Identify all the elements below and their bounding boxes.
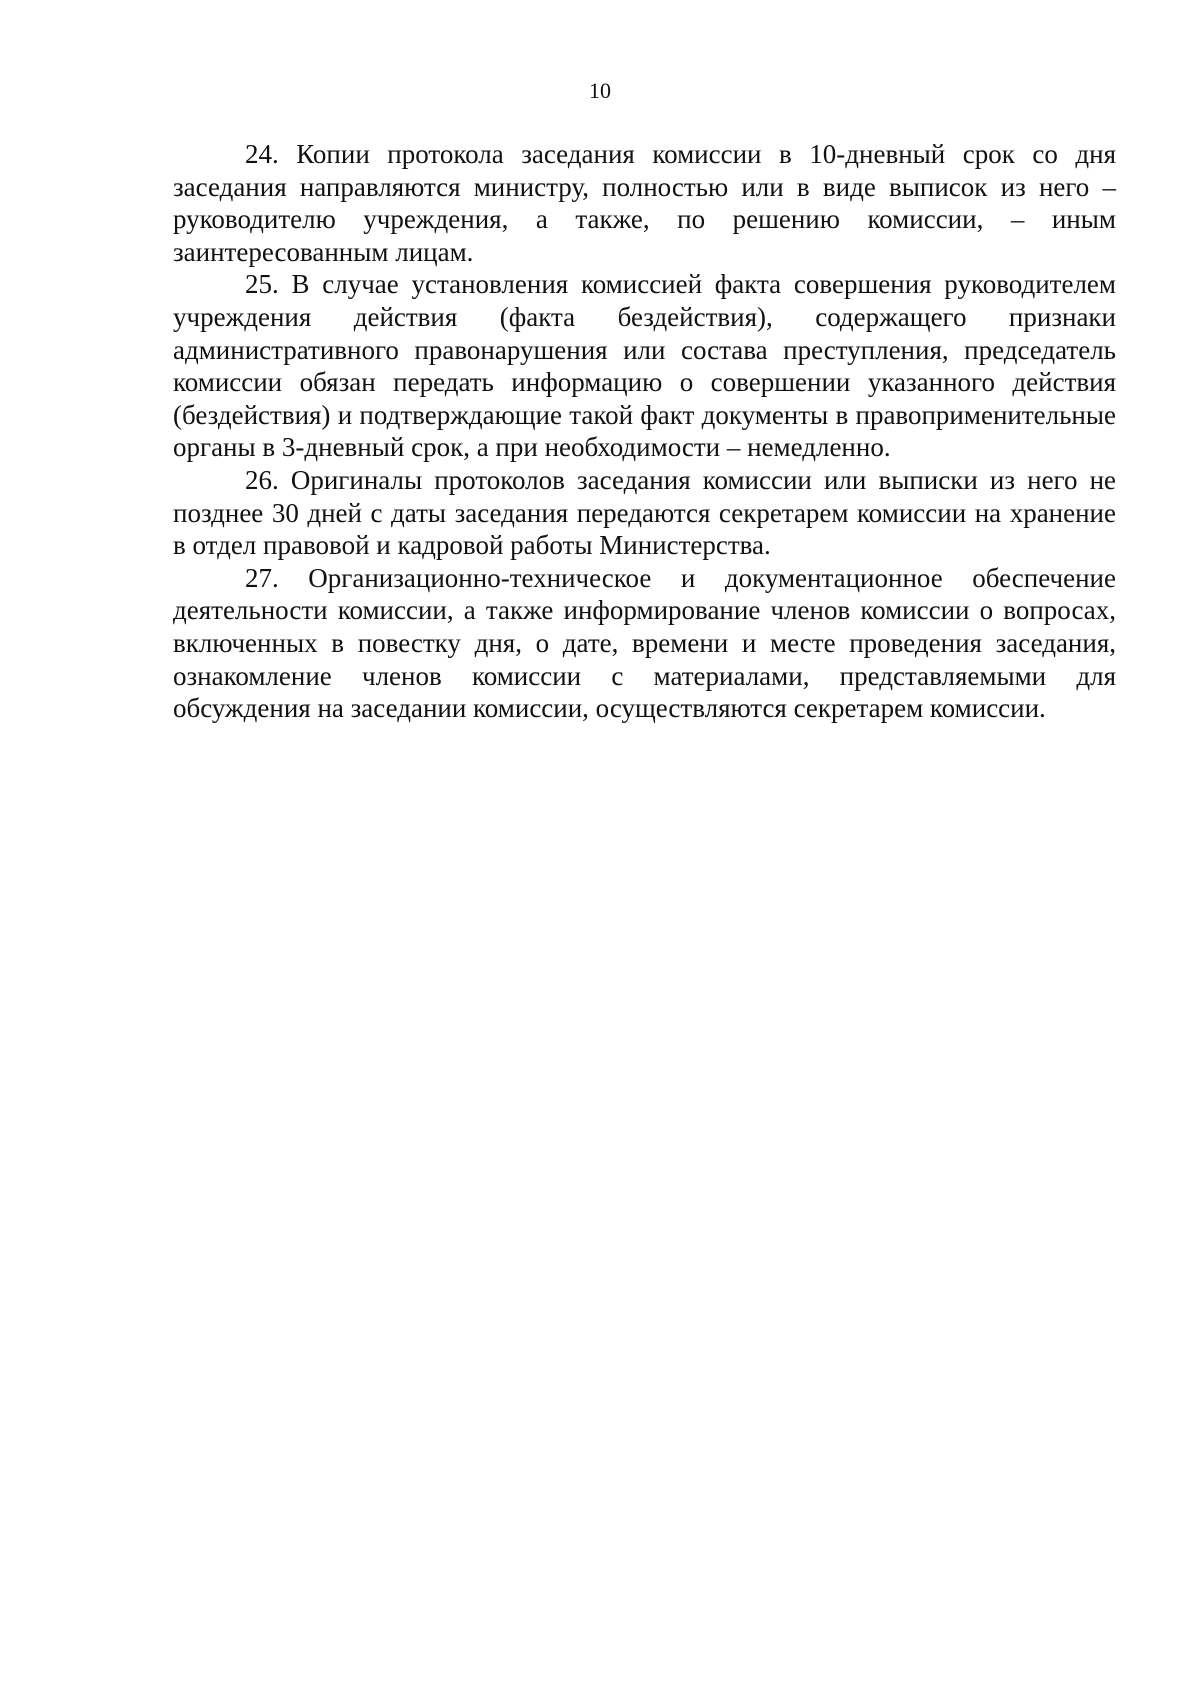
document-body — [173, 138, 1116, 725]
paragraph-24: 24. Копии протокола заседания комиссии в 10-дневный срок со дня заседания направляются министру, полностью или в виде выписок из него – руководителю учреждения, а также, по решению комиссии, – иным заинтересованным лицам. — [173, 139, 1116, 267]
paragraph-27: 27. Организационно-техническое и документационное обеспечение деятельности комиссии, а также информирование членов комиссии о вопросах, включенных в повестку дня, о дате, времени и месте проведения заседания, ознакомление членов комиссии с материалами, представляемыми для обсуждения на заседании комиссии, осуществляются секретарем комиссии. — [173, 562, 1116, 724]
paragraph-26: 26. Оригиналы протоколов заседания комиссии или выписки из него не позднее 30 дней с даты заседания передаются секретарем комиссии на хранение в отдел правовой и кадровой работы Министерства. — [173, 464, 1116, 561]
paragraph-25: 25. В случае установления комиссией факта совершения руководителем учреждения действия (факта бездействия), содержащего признаки административного правонарушения или состава преступления, председатель комиссии обязан передать информацию о совершении указанного действия (бездействия) и подтверждающие такой факт документы в правоприменительные органы в 3-дневный срок, а при необходимости – немедленно. — [173, 269, 1116, 463]
page-number: 10 — [589, 78, 611, 103]
